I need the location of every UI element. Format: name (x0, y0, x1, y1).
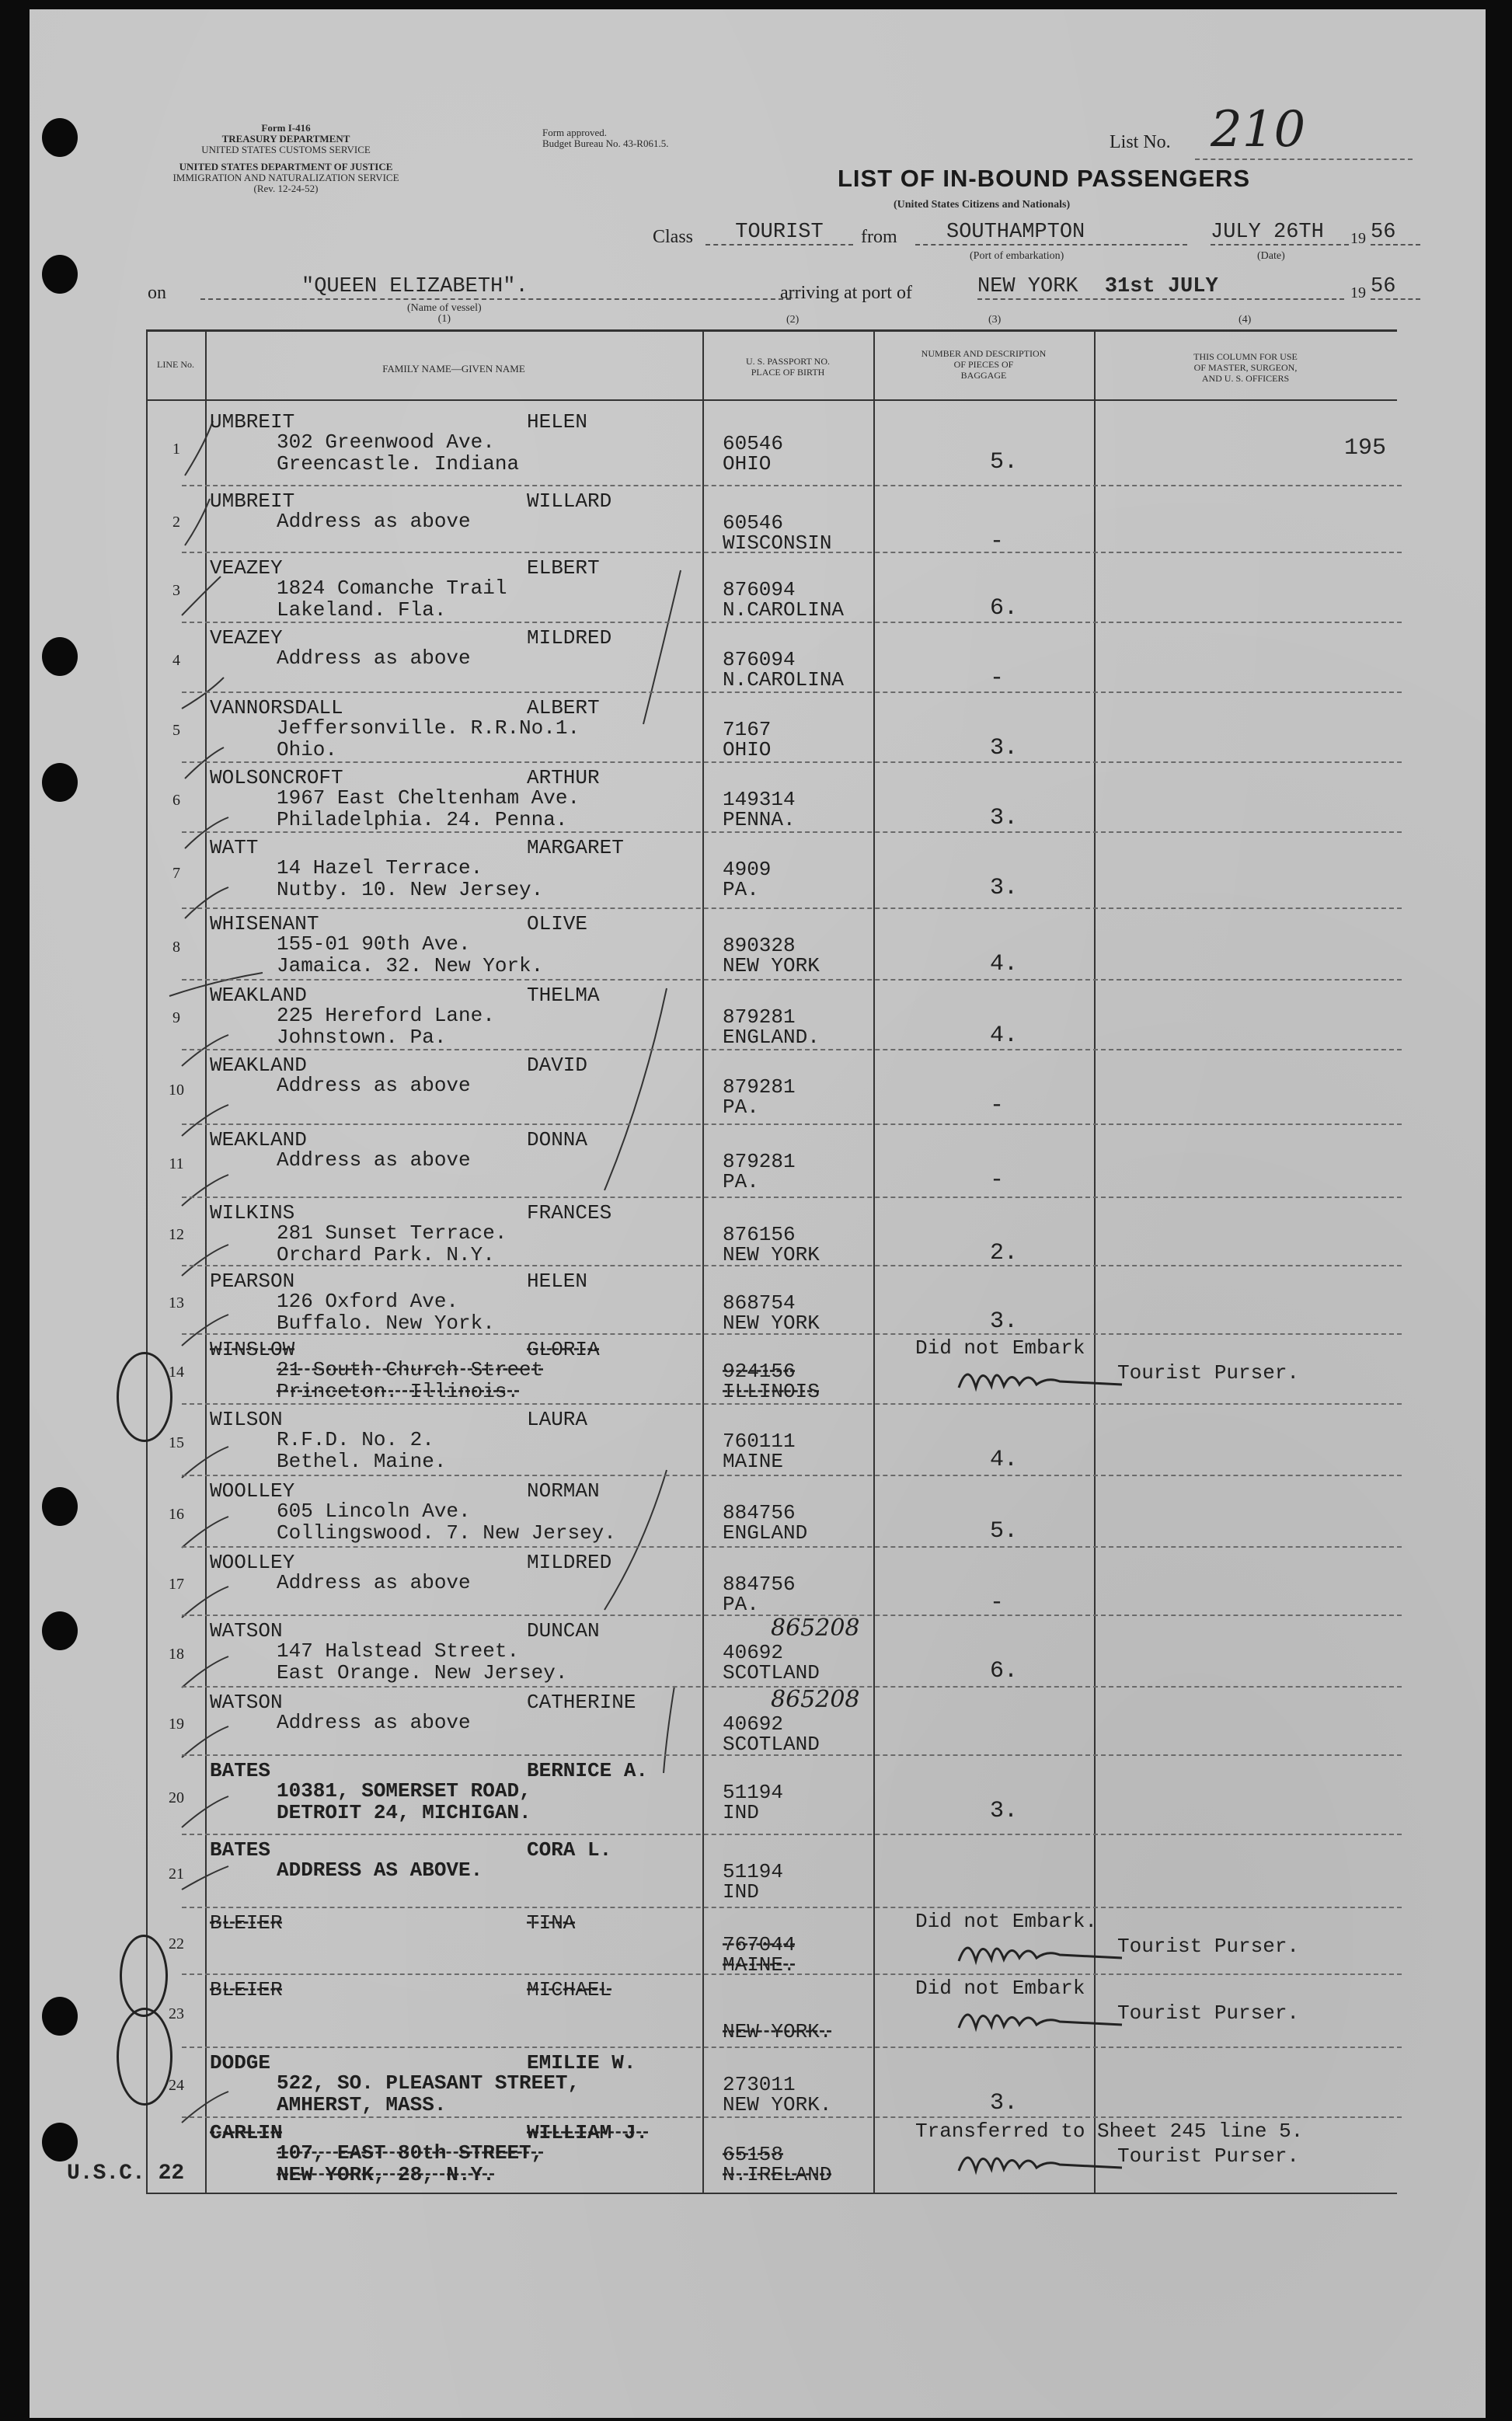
row-family-name: BLEIER (210, 1911, 283, 1935)
row-birthplace: OHIO (723, 452, 772, 475)
page-title: LIST OF IN-BOUND PASSENGERS (838, 165, 1251, 192)
row-divider (182, 1907, 1402, 1908)
baggage-header-3: BAGGAGE (960, 370, 1007, 381)
row-family-name: WILKINS (210, 1201, 295, 1224)
row-given-name: ARTHUR (527, 766, 600, 789)
row-baggage: 4. (990, 1447, 1019, 1473)
row-divider (182, 1265, 1402, 1266)
row-baggage: 5. (990, 449, 1019, 475)
year-prefix-2: 19 (1350, 284, 1366, 301)
row-line-number: 24 (169, 2077, 184, 2094)
row-address-1: 225 Hereford Lane. (277, 1004, 495, 1027)
row-baggage-note: Transferred to Sheet 245 line 5. (915, 2120, 1304, 2143)
row-line-number: 12 (169, 1226, 184, 1243)
row-line-number: 5 (172, 722, 180, 739)
row-family-name: WEAKLAND (210, 1128, 307, 1151)
row-given-name: MILDRED (527, 626, 612, 650)
row-birthplace: ENGLAND. (723, 1026, 820, 1049)
row-divider (182, 907, 1402, 909)
row-baggage: - (990, 665, 1005, 691)
row-family-name: VEAZEY (210, 626, 283, 650)
row-birthplace: PA. (723, 1170, 759, 1193)
row-address-1: Address as above (277, 1148, 471, 1172)
row-birthplace: PA. (723, 878, 759, 901)
row-family-name: WILSON (210, 1408, 283, 1431)
row-birthplace: N.IRELAND (723, 2163, 832, 2186)
row-line-number: 21 (169, 1865, 184, 1883)
row-passport: 273011 (723, 2073, 796, 2096)
row-given-name: FRANCES (527, 1201, 612, 1224)
row-given-name: DUNCAN (527, 1619, 600, 1642)
row-given-name: CATHERINE (527, 1691, 636, 1714)
row-given-name: WILLARD (527, 489, 612, 513)
row-baggage: - (990, 1092, 1005, 1119)
row-divider (182, 761, 1402, 763)
row-birthplace: NEW YORK (723, 1312, 820, 1335)
row-family-name: PEARSON (210, 1270, 295, 1293)
row-passport: 876094 (723, 578, 796, 601)
row-divider (182, 691, 1402, 693)
row-family-name: UMBREIT (210, 410, 295, 434)
row-address-1: 14 Hazel Terrace. (277, 856, 483, 880)
row-birthplace: N.CAROLINA (723, 668, 845, 691)
row-passport: 876156 (723, 1223, 796, 1246)
row-divider (182, 1333, 1402, 1335)
row-birthplace: OHIO (723, 738, 772, 761)
row-address-1: Jeffersonville. R.R.No.1. (277, 716, 580, 740)
row-family-name: UMBREIT (210, 489, 295, 513)
row-given-name: MARGARET (527, 836, 624, 859)
row-birthplace: SCOTLAND (723, 1733, 820, 1756)
row-family-name: CARLIN (210, 2121, 283, 2144)
row-birthplace: ENGLAND (723, 1521, 808, 1545)
purser-signature (954, 1361, 1133, 1402)
officers-header-3: AND U. S. OFFICERS (1201, 373, 1290, 384)
arriving-label: arriving at port of (780, 283, 912, 303)
row-passport: 876094 (723, 648, 796, 671)
row-divider (182, 1049, 1402, 1050)
row-baggage: - (990, 1167, 1005, 1193)
row-divider (182, 552, 1402, 553)
row-passport: 51194 (723, 1860, 784, 1883)
page-subtitle: (United States Citizens and Nationals) (894, 199, 1071, 211)
footer-code: U.S.C. 22 (67, 2161, 185, 2186)
row-baggage: 3. (990, 875, 1019, 901)
row-divider (182, 2116, 1402, 2118)
treasury-dept: TREASURY DEPARTMENT (221, 133, 350, 145)
row-birthplace: IND (723, 1880, 759, 1904)
row-passport: 760111 (723, 1430, 796, 1453)
row-address-2: Greencastle. Indiana (277, 452, 520, 475)
row-birthplace: PA. (723, 1593, 759, 1616)
row-address-2: East Orange. New Jersey. (277, 1661, 568, 1684)
officers-header-1: THIS COLUMN FOR USE (1193, 351, 1298, 362)
row-passport-hand: 865208 (771, 1686, 860, 1713)
row-divider (182, 1475, 1402, 1476)
row-line-number: 11 (169, 1155, 184, 1172)
row-baggage: 3. (990, 735, 1019, 761)
row-address-1: 107, EAST 80th STREET, (277, 2141, 544, 2165)
caption-2: (2) (786, 314, 800, 326)
baggage-header-2: OF PIECES OF (953, 359, 1014, 370)
row-address-2: Ohio. (277, 738, 338, 761)
row-passport: 767044 (723, 1933, 796, 1956)
row-passport: 879281 (723, 1150, 796, 1173)
row-given-name: OLIVE (527, 912, 588, 935)
row-given-name: WILLIAM J. (527, 2121, 649, 2144)
row-baggage: 3. (990, 1308, 1019, 1335)
row-address-1: R.F.D. No. 2. (277, 1428, 434, 1451)
row-birthplace: NEW YORK. (723, 2093, 832, 2116)
row-address-1: 155-01 90th Ave. (277, 932, 471, 956)
row-line-number: 19 (169, 1716, 184, 1733)
row-line-number: 4 (172, 652, 180, 669)
page-stamp: 195 (1344, 435, 1387, 462)
row-passport: 40692 (723, 1641, 784, 1664)
row-address-1: 147 Halstead Street. (277, 1639, 520, 1663)
row-address-1: 605 Lincoln Ave. (277, 1500, 471, 1523)
row-baggage: 3. (990, 2090, 1019, 2116)
row-given-name: GLORIA (527, 1338, 600, 1361)
col-header-name: FAMILY NAME—GIVEN NAME (382, 363, 525, 374)
row-passport: 40692 (723, 1712, 784, 1736)
ins-service: IMMIGRATION AND NATURALIZATION SERVICE (172, 172, 399, 183)
row-baggage: 3. (990, 805, 1019, 831)
row-birthplace: PA. (723, 1096, 759, 1119)
passport-header: U. S. PASSPORT NO. (746, 356, 830, 367)
row-divider (182, 979, 1402, 981)
row-address-2: Johnstown. Pa. (277, 1026, 447, 1049)
row-line-number: 16 (169, 1506, 184, 1523)
row-baggage: - (990, 1590, 1005, 1616)
row-line-number: 17 (169, 1576, 184, 1593)
justice-dept: UNITED STATES DEPARTMENT OF JUSTICE (179, 161, 393, 172)
row-given-name: NORMAN (527, 1479, 600, 1503)
row-given-name: MILDRED (527, 1551, 612, 1574)
row-address-2: Bethel. Maine. (277, 1450, 447, 1473)
row-divider (182, 1197, 1402, 1198)
row-baggage: 5. (990, 1518, 1019, 1545)
row-passport: 890328 (723, 934, 796, 957)
row-family-name: BATES (210, 1838, 271, 1862)
row-remark: Tourist Purser. (1117, 2001, 1300, 2025)
from-label: from (861, 227, 897, 247)
row-line-number: 6 (172, 792, 180, 809)
row-divider (182, 1123, 1402, 1125)
row-baggage: 4. (990, 1022, 1019, 1049)
row-address-2: Nutby. 10. New Jersey. (277, 878, 544, 901)
row-passport: 51194 (723, 1781, 784, 1804)
row-birthplace: SCOTLAND (723, 1661, 820, 1684)
purser-signature (954, 2144, 1133, 2186)
row-given-name: LAURA (527, 1408, 588, 1431)
row-address-1: 126 Oxford Ave. (277, 1290, 459, 1313)
row-family-name: WOOLLEY (210, 1551, 295, 1574)
row-divider (182, 2047, 1402, 2048)
purser-signature (954, 2001, 1133, 2043)
row-address-1: Address as above (277, 646, 471, 670)
row-family-name: WATSON (210, 1619, 283, 1642)
vessel-caption-text: (Name of vessel) (407, 302, 482, 314)
row-passport: 868754 (723, 1291, 796, 1315)
row-baggage: - (990, 528, 1005, 555)
row-given-name: BERNICE A. (527, 1759, 649, 1782)
row-address-1: 21 South Church Street (277, 1358, 544, 1381)
caption-1: (1) (437, 313, 451, 325)
row-address-2: Jamaica. 32. New York. (277, 954, 544, 977)
row-address-2: Buffalo. New York. (277, 1312, 495, 1335)
class-value: TOURIST (705, 221, 853, 246)
row-address-2: AMHERST, MASS. (277, 2093, 447, 2116)
arrival-port: NEW YORK (977, 275, 1078, 298)
row-passport-hand: 865208 (771, 1615, 860, 1642)
row-line-number: 7 (172, 865, 180, 882)
on-label: on (148, 283, 166, 303)
row-line-number: 18 (169, 1646, 184, 1663)
row-address-1: 302 Greenwood Ave. (277, 430, 495, 454)
customs-service: UNITED STATES CUSTOMS SERVICE (201, 144, 371, 155)
manifest-page (30, 9, 1486, 2418)
row-passport: 924156 (723, 1360, 796, 1383)
row-divider (182, 831, 1402, 833)
baggage-header-1: NUMBER AND DESCRIPTION (921, 348, 1047, 359)
row-given-name: DONNA (527, 1128, 588, 1151)
row-given-name: ALBERT (527, 696, 600, 719)
row-line-number: 23 (169, 2005, 184, 2022)
row-birthplace: WISCONSIN (723, 531, 832, 555)
date-caption: (Date) (1257, 250, 1285, 262)
row-family-name: DODGE (210, 2051, 271, 2074)
list-no-label: List No. (1110, 132, 1171, 152)
purser-signature (954, 1935, 1133, 1976)
form-number: Form I-416 (261, 122, 311, 134)
row-passport: 60546 (723, 511, 784, 535)
row-address-1: ADDRESS AS ABOVE. (277, 1858, 483, 1882)
row-family-name: WOLSONCROFT (210, 766, 343, 789)
row-birthplace: PENNA. (723, 808, 796, 831)
row-birthplace: NEW YORK (723, 1243, 820, 1266)
row-birthplace: N.CAROLINA (723, 598, 845, 622)
form-revision: (Rev. 12-24-52) (253, 183, 319, 194)
row-address-1: 1824 Comanche Trail (277, 577, 507, 600)
row-baggage: 3. (990, 1798, 1019, 1824)
row-birthplace: NEW YORK. (723, 2020, 832, 2043)
row-given-name: MICHAEL (527, 1978, 612, 2001)
row-passport: 879281 (723, 1005, 796, 1029)
row-family-name: WATT (210, 836, 259, 859)
row-family-name: BLEIER (210, 1978, 283, 2001)
row-family-name: WEAKLAND (210, 984, 307, 1007)
col-header-line: LINE No. (157, 359, 194, 370)
row-passport: 879281 (723, 1075, 796, 1099)
row-remark: Tourist Purser. (1117, 1361, 1300, 1385)
row-divider (182, 1834, 1402, 1835)
row-baggage-note: Did not Embark (915, 1336, 1085, 1360)
caption-4: (4) (1239, 314, 1252, 326)
row-family-name: WHISENANT (210, 912, 319, 935)
row-passport: 884756 (723, 1573, 796, 1596)
vessel-name: "QUEEN ELIZABETH". (301, 275, 528, 298)
row-address-2: Lakeland. Fla. (277, 598, 447, 622)
row-family-name: WINSLOW (210, 1338, 295, 1361)
row-family-name: VANNORSDALL (210, 696, 343, 719)
row-birthplace: IND (723, 1801, 759, 1824)
row-family-name: WATSON (210, 1691, 283, 1714)
row-address-2: Princeton. Illinois. (277, 1380, 520, 1403)
port-caption: (Port of embarkation) (970, 250, 1064, 262)
list-number: 210 (1211, 101, 1306, 158)
row-given-name: TINA (527, 1911, 576, 1935)
row-line-number: 3 (172, 582, 180, 599)
arrival-year: 56 (1371, 275, 1420, 300)
row-baggage: 2. (990, 1240, 1019, 1266)
row-address-1: Address as above (277, 1074, 471, 1097)
row-line-number: 2 (172, 514, 180, 531)
row-passport: 884756 (723, 1501, 796, 1524)
row-remark: Tourist Purser. (1117, 1935, 1300, 1958)
caption-3: (3) (988, 314, 1002, 326)
row-address-1: 281 Sunset Terrace. (277, 1221, 507, 1245)
row-line-number: 22 (169, 1935, 184, 1952)
list-year: 56 (1371, 221, 1420, 246)
row-passport: 60546 (723, 432, 784, 455)
year-prefix: 19 (1350, 230, 1366, 247)
row-address-2: Collingswood. 7. New Jersey. (277, 1521, 616, 1545)
budget-bureau: Budget Bureau No. 43-R061.5. (542, 138, 669, 149)
row-address-1: Address as above (277, 1571, 471, 1594)
row-divider (182, 622, 1402, 623)
row-passport: 7167 (723, 718, 772, 741)
form-approved: Form approved. (542, 127, 608, 138)
row-family-name: WOOLLEY (210, 1479, 295, 1503)
row-address-1: 1967 East Cheltenham Ave. (277, 786, 580, 810)
row-passport: 4909 (723, 858, 772, 881)
arrival-date: 31st JULY (1104, 275, 1218, 298)
row-passport: 149314 (723, 788, 796, 811)
row-given-name: ELBERT (527, 556, 600, 580)
row-address-2: Philadelphia. 24. Penna. (277, 808, 568, 831)
row-given-name: THELMA (527, 984, 600, 1007)
row-divider (182, 485, 1402, 486)
row-line-number: 9 (172, 1009, 180, 1026)
row-given-name: HELEN (527, 410, 588, 434)
row-divider (182, 1973, 1402, 1975)
row-address-1: Address as above (277, 510, 471, 533)
row-family-name: VEAZEY (210, 556, 283, 580)
row-address-1: 522, SO. PLEASANT STREET, (277, 2071, 580, 2095)
row-address-1: 10381, SOMERSET ROAD, (277, 1779, 531, 1803)
row-line-number: 8 (172, 939, 180, 956)
row-address-1: Address as above (277, 1711, 471, 1734)
row-given-name: DAVID (527, 1054, 588, 1077)
row-baggage-note: Did not Embark (915, 1977, 1085, 2000)
row-birthplace: ILLINOIS (723, 1380, 820, 1403)
list-date: JULY 26TH (1211, 221, 1349, 246)
row-given-name: CORA L. (527, 1838, 612, 1862)
row-baggage: 4. (990, 951, 1019, 977)
officers-header-2: OF MASTER, SURGEON, (1193, 362, 1298, 373)
row-baggage: 6. (990, 1658, 1019, 1684)
row-line-number: 13 (169, 1294, 184, 1312)
row-baggage-note: Did not Embark. (915, 1910, 1098, 1933)
row-line-number: 10 (169, 1082, 184, 1099)
row-remark: Tourist Purser. (1117, 2144, 1300, 2168)
row-address-2: DETROIT 24, MICHIGAN. (277, 1801, 531, 1824)
class-label: Class (653, 227, 694, 247)
from-port-value: SOUTHAMPTON (946, 221, 1085, 244)
row-line-number: 20 (169, 1789, 184, 1806)
row-birthplace: MAINE. (723, 1953, 796, 1977)
row-given-name: HELEN (527, 1270, 588, 1293)
row-family-name: WEAKLAND (210, 1054, 307, 1077)
row-line-number: 1 (172, 441, 180, 458)
row-birthplace: NEW YORK (723, 954, 820, 977)
row-birthplace: MAINE (723, 1450, 784, 1473)
row-address-2: Orchard Park. N.Y. (277, 1243, 495, 1266)
row-given-name: EMILIE W. (527, 2051, 636, 2074)
row-divider (182, 1546, 1402, 1548)
row-divider (182, 1403, 1402, 1405)
row-line-number: 15 (169, 1434, 184, 1451)
row-address-2: NEW YORK, 28, N.Y. (277, 2163, 495, 2186)
row-family-name: BATES (210, 1759, 271, 1782)
birth-header: PLACE OF BIRTH (751, 367, 825, 378)
row-passport: 65158 (723, 2143, 784, 2166)
row-divider (182, 1754, 1402, 1756)
row-baggage: 6. (990, 595, 1019, 622)
row-line-number: 14 (169, 1364, 184, 1381)
